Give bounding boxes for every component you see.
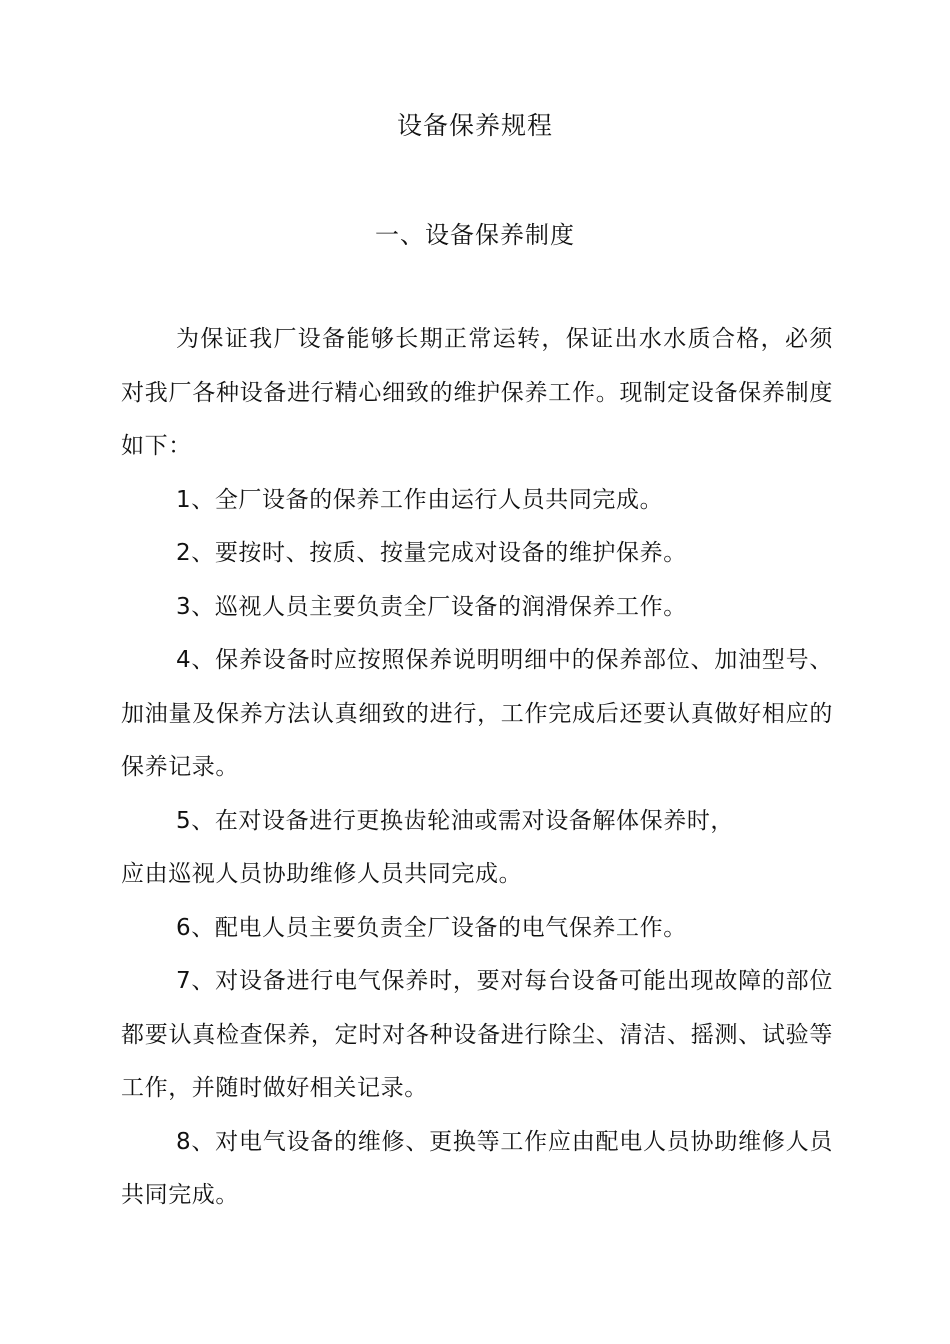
list-item: 2、要按时、按质、按量完成对设备的维护保养。	[176, 540, 687, 566]
list-item-continuation: 应由巡视人员协助维修人员共同完成。	[121, 861, 523, 887]
list-item: 4、保养设备时应按照保养说明明细中的保养部位、加油型号、加油量及保养方法认真细致的进行，工作完成后还要认真做好相应的保养记录。	[121, 647, 833, 780]
section-title: 一、设备保养制度	[375, 221, 575, 249]
list-item: 6、配电人员主要负责全厂设备的电气保养工作。	[176, 914, 687, 941]
list-item: 3、巡视人员主要负责全厂设备的润滑保养工作。	[176, 593, 687, 620]
list-item: 8、对电气设备的维修、更换等工作应由配电人员协助维修人员共同完成。	[121, 1128, 833, 1208]
intro-paragraph: 为保证我厂设备能够长期正常运转，保证出水水质合格，必须对我厂各种设备进行精心细致的维护保养工作。现制定设备保养制度如下：	[121, 326, 833, 459]
list-item: 7、对设备进行电气保养时，要对每台设备可能出现故障的部位都要认真检查保养，定时对各种设备进行除尘、清洁、摇测、试验等工作，并随时做好相关记录。	[121, 968, 833, 1101]
document-body	[121, 313, 833, 1223]
document-title: 设备保养规程	[396, 111, 553, 140]
list-item: 5、在对设备进行更换齿轮油或需对设备解体保养时，	[176, 807, 735, 834]
list-item: 1、全厂设备的保养工作由运行人员共同完成。	[176, 486, 664, 513]
